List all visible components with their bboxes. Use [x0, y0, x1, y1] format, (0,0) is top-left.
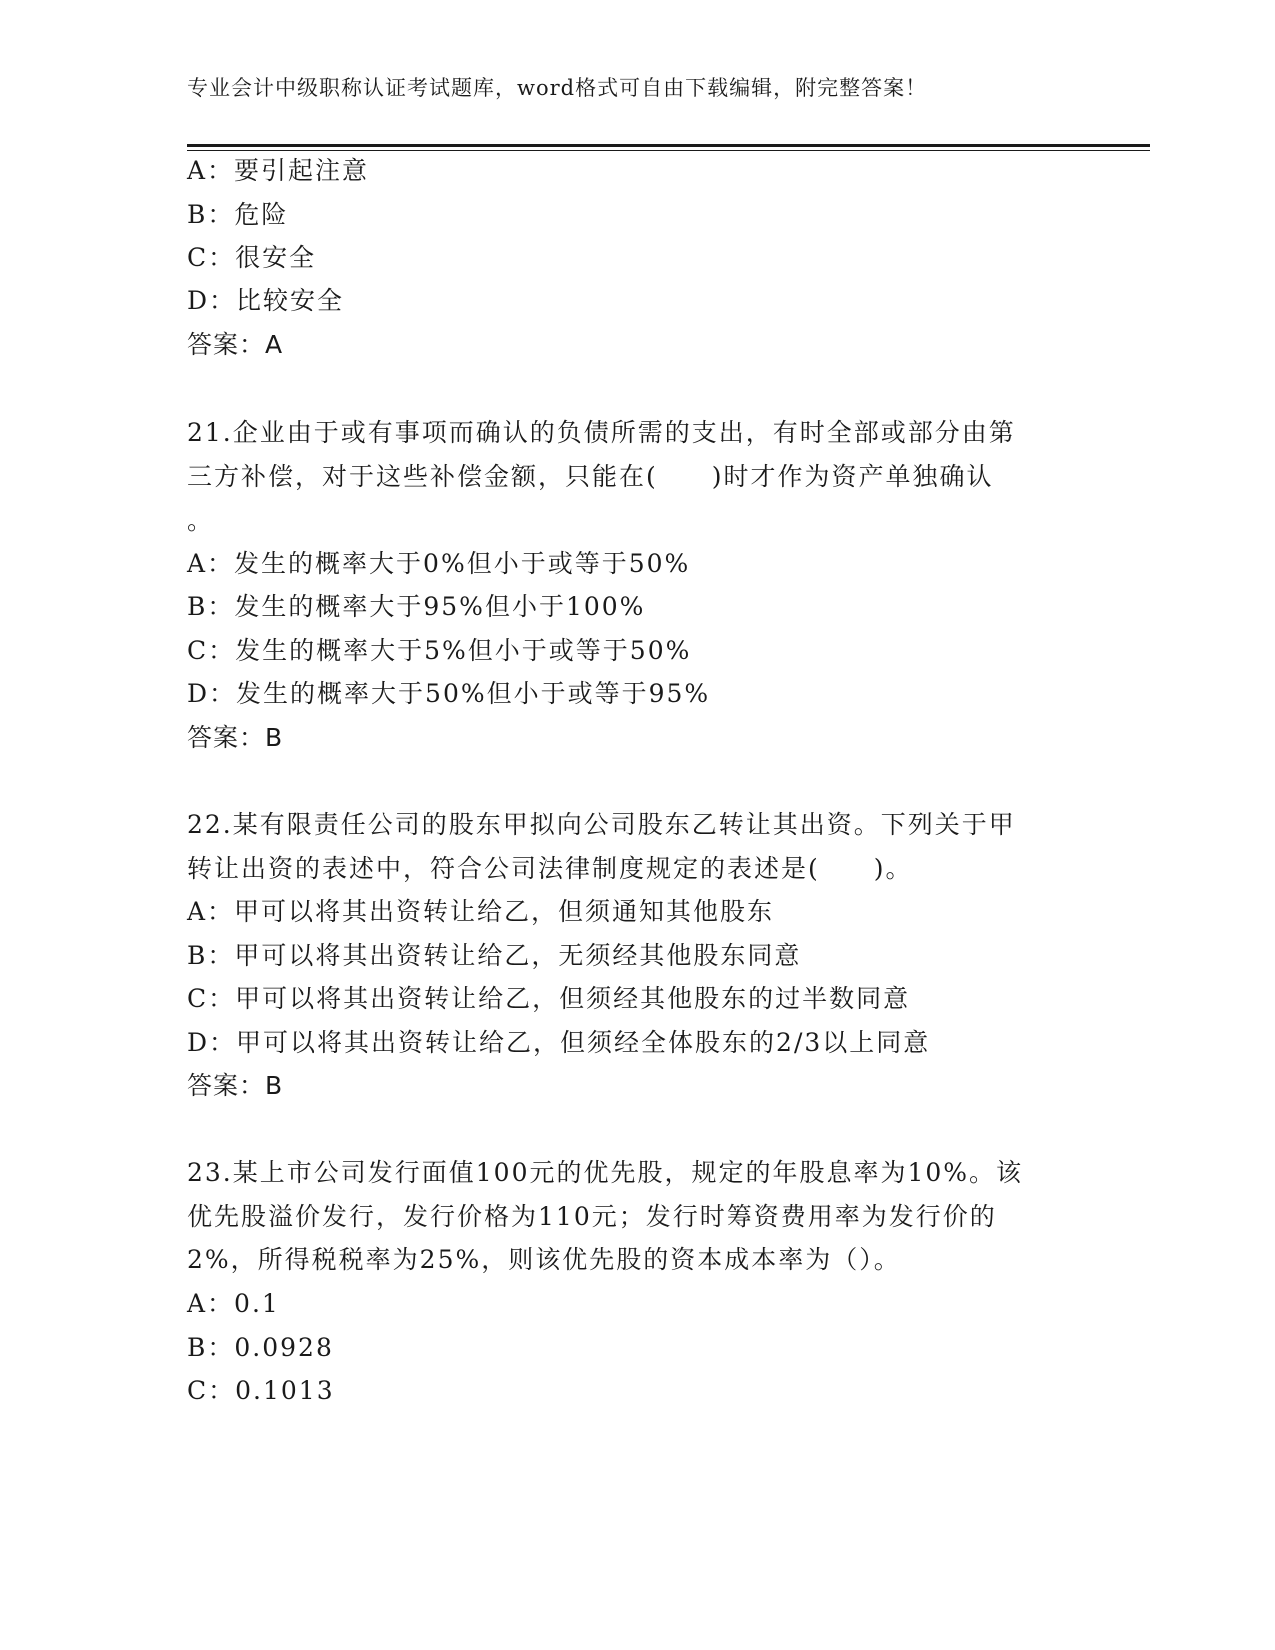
q23-stem-line-1: 23.某上市公司发行面值100元的优先股，规定的年股息率为10%。该: [187, 1158, 1024, 1187]
page-header: 专业会计中级职称认证考试题库，word格式可自由下载编辑，附完整答案！: [187, 76, 928, 100]
q23-option-a: A：0.1: [187, 1289, 280, 1318]
prev-answer: 答案：A: [187, 330, 284, 359]
prev-option-c: C：很安全: [187, 243, 317, 272]
q23-stem-line-2: 优先股溢价发行，发行价格为110元；发行时筹资费用率为发行价的: [187, 1202, 997, 1231]
q23-option-b: B：0.0928: [187, 1333, 334, 1362]
header-rule-thick: [187, 144, 1150, 147]
q22-stem-line-1: 22.某有限责任公司的股东甲拟向公司股东乙转让其出资。下列关于甲: [187, 810, 1016, 839]
q21-stem-line-1: 21.企业由于或有事项而确认的负债所需的支出，有时全部或部分由第: [187, 418, 1016, 447]
q21-stem-line-2: 三方补偿，对于这些补偿金额，只能在( )时才作为资产单独确认: [187, 462, 994, 491]
q22-option-c: C：甲可以将其出资转让给乙，但须经其他股东的过半数同意: [187, 984, 911, 1013]
prev-option-a: A：要引起注意: [187, 156, 370, 185]
q23-stem-line-3: 2%，所得税税率为25%，则该优先股的资本成本率为（）。: [187, 1245, 901, 1274]
header-rule-thin: [187, 150, 1150, 151]
prev-option-b: B：危险: [187, 200, 289, 229]
q23-option-c: C：0.1013: [187, 1376, 335, 1405]
q22-stem-line-2: 转让出资的表述中，符合公司法律制度规定的表述是( )。: [187, 854, 913, 883]
q21-option-a: A：发生的概率大于0%但小于或等于50%: [187, 549, 691, 578]
q21-option-d: D：发生的概率大于50%但小于或等于95%: [187, 679, 711, 708]
q22-answer: 答案：B: [187, 1071, 284, 1100]
q22-option-d: D：甲可以将其出资转让给乙，但须经全体股东的2/3以上同意: [187, 1028, 931, 1057]
prev-option-d: D：比较安全: [187, 286, 345, 315]
q21-stem-line-3: 。: [187, 506, 215, 535]
q22-option-a: A：甲可以将其出资转让给乙，但须通知其他股东: [187, 897, 775, 926]
q21-answer: 答案：B: [187, 723, 284, 752]
q21-option-b: B：发生的概率大于95%但小于100%: [187, 592, 646, 621]
q21-option-c: C：发生的概率大于5%但小于或等于50%: [187, 636, 692, 665]
q22-option-b: B：甲可以将其出资转让给乙，无须经其他股东同意: [187, 941, 802, 970]
